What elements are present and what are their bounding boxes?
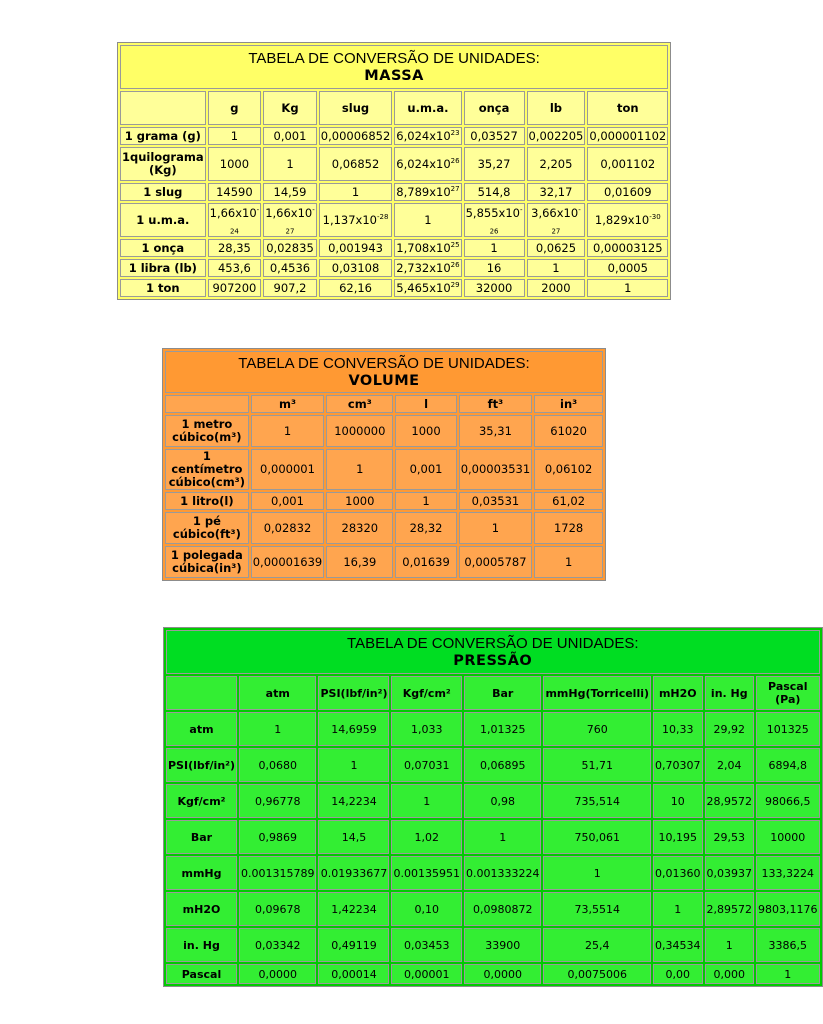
table-cell: 51,71 <box>543 748 651 782</box>
table-cell: 0,03527 <box>464 127 525 145</box>
row-header: Kgf/cm² <box>166 784 237 818</box>
table-cell: 0,0005787 <box>459 546 533 578</box>
table-cell: 16,39 <box>326 546 393 578</box>
volume-title-line2: VOLUME <box>348 372 420 389</box>
pressao-header-row <box>166 676 820 710</box>
table-cell: 0,00003125 <box>587 239 668 257</box>
volume-header-row <box>165 395 603 413</box>
table-cell: 0,0000 <box>464 964 541 984</box>
table-cell: 760 <box>543 712 651 746</box>
table-cell: 1 <box>543 856 651 890</box>
table-cell: 2,89572 <box>705 892 755 926</box>
table-cell: 16 <box>464 259 525 277</box>
table-cell: 9803,1176 <box>756 892 820 926</box>
row-header: 1 ton <box>120 279 206 297</box>
table-cell: 28,35 <box>208 239 262 257</box>
table-cell: 907200 <box>208 279 262 297</box>
table-cell: 1,033 <box>391 712 461 746</box>
table-row <box>120 279 668 297</box>
table-cell: 1 <box>394 203 461 237</box>
table-cell: $6,024x10^{26}$ <box>394 147 461 181</box>
column-header-pascal-pa: Pascal (Pa) <box>756 676 820 710</box>
table-cell: 61,02 <box>534 492 603 510</box>
table-row <box>166 856 820 890</box>
table-cell: 10 <box>653 784 703 818</box>
table-cell: 28,32 <box>395 512 456 544</box>
row-header: 1 litro(l) <box>165 492 249 510</box>
column-header-ton: ton <box>587 91 668 125</box>
column-header-lb: lb <box>527 91 586 125</box>
table-cell: 0,001 <box>395 449 456 490</box>
table-row <box>165 492 603 510</box>
table-row <box>120 127 668 145</box>
table-cell: 14,2234 <box>318 784 389 818</box>
table-cell: 98066,5 <box>756 784 820 818</box>
row-header: 1 u.m.a. <box>120 203 206 237</box>
table-cell: 0,03453 <box>391 928 461 962</box>
table-cell: 2,04 <box>705 748 755 782</box>
table-cell: 735,514 <box>543 784 651 818</box>
row-header: 1 pé cúbico(ft³) <box>165 512 249 544</box>
table-cell: 133,3224 <box>756 856 820 890</box>
table-cell: 1000 <box>395 415 456 447</box>
table-cell: 14,6959 <box>318 712 389 746</box>
row-header: 1 onça <box>120 239 206 257</box>
column-header-kg: Kg <box>263 91 317 125</box>
table-cell: 29,92 <box>705 712 755 746</box>
table-cell: 0,10 <box>391 892 461 926</box>
table-cell: 0,09678 <box>239 892 316 926</box>
table-cell: 0,001 <box>263 127 317 145</box>
table-cell: 1,01325 <box>464 712 541 746</box>
table-cell: 453,6 <box>208 259 262 277</box>
table-cell: 35,27 <box>464 147 525 181</box>
volume-conversion-table <box>162 348 606 581</box>
table-cell: 0,01360 <box>653 856 703 890</box>
table-cell: 1 <box>527 259 586 277</box>
column-header-blank <box>165 395 249 413</box>
table-cell: 3,66x10- $_{27}$ <box>527 203 586 237</box>
column-header-in: in³ <box>534 395 603 413</box>
table-row <box>166 964 820 984</box>
table-cell: 61020 <box>534 415 603 447</box>
pressure-table-title <box>166 630 820 674</box>
table-row <box>120 203 668 237</box>
column-header-atm: atm <box>239 676 316 710</box>
table-cell: 35,31 <box>459 415 533 447</box>
column-header-kgf-cm: Kgf/cm² <box>391 676 461 710</box>
table-cell: 0,001102 <box>587 147 668 181</box>
row-header: Pascal <box>166 964 237 984</box>
table-cell: 0,0680 <box>239 748 316 782</box>
table-cell: 0,96778 <box>239 784 316 818</box>
table-row <box>166 892 820 926</box>
column-header-onca: onça <box>464 91 525 125</box>
table-row <box>166 820 820 854</box>
row-header: mmHg <box>166 856 237 890</box>
massa-header-row <box>120 91 668 125</box>
table-cell: 1728 <box>534 512 603 544</box>
column-header-mh2o: mH2O <box>653 676 703 710</box>
row-header: atm <box>166 712 237 746</box>
table-row <box>120 259 668 277</box>
table-cell: 14,5 <box>318 820 389 854</box>
row-header: 1 slug <box>120 183 206 201</box>
table-cell: 0,0625 <box>527 239 586 257</box>
table-cell: 0,4536 <box>263 259 317 277</box>
table-cell: 0,000001102 <box>587 127 668 145</box>
column-header-blank <box>166 676 237 710</box>
table-row <box>166 784 820 818</box>
table-cell: 0,03531 <box>459 492 533 510</box>
mass-table-title <box>120 45 668 89</box>
table-cell: 0,06895 <box>464 748 541 782</box>
table-cell: 1 <box>756 964 820 984</box>
table-cell: 1 <box>319 183 393 201</box>
table-cell: 10,195 <box>653 820 703 854</box>
column-header-l: l <box>395 395 456 413</box>
table-cell: 3386,5 <box>756 928 820 962</box>
column-header-cm: cm³ <box>326 395 393 413</box>
table-cell: 1,42234 <box>318 892 389 926</box>
table-cell: 1 <box>464 820 541 854</box>
table-row <box>166 712 820 746</box>
table-cell: 0,01609 <box>587 183 668 201</box>
table-cell: 1,66x10- $_{24}$ <box>208 203 262 237</box>
table-cell: 32,17 <box>527 183 586 201</box>
table-cell: 33900 <box>464 928 541 962</box>
table-cell: 2,205 <box>527 147 586 181</box>
table-cell: 62,16 <box>319 279 393 297</box>
table-row <box>165 512 603 544</box>
column-header-u-m-a: u.m.a. <box>394 91 461 125</box>
mass-title-line2: MASSA <box>364 67 424 84</box>
table-cell: 1000000 <box>326 415 393 447</box>
table-cell: 0,00006852 <box>319 127 393 145</box>
table-cell: 0,07031 <box>391 748 461 782</box>
table-cell: 0,03342 <box>239 928 316 962</box>
row-header: 1 grama (g) <box>120 127 206 145</box>
volume-table-title <box>165 351 603 393</box>
pressure-title-line1: TABELA DE CONVERSÃO DE UNIDADES: <box>347 634 639 652</box>
table-cell: 1 <box>208 127 262 145</box>
table-cell: 28320 <box>326 512 393 544</box>
table-cell: 0,49119 <box>318 928 389 962</box>
table-cell: 14,59 <box>263 183 317 201</box>
table-cell: 0,0005 <box>587 259 668 277</box>
table-cell: 1,02 <box>391 820 461 854</box>
table-row <box>120 147 668 181</box>
table-row <box>166 748 820 782</box>
table-row <box>166 928 820 962</box>
table-cell: 0,03108 <box>319 259 393 277</box>
table-cell: 1 <box>587 279 668 297</box>
table-cell: 1 <box>239 712 316 746</box>
table-cell: 0.00135951 <box>391 856 461 890</box>
table-cell: 0,000001 <box>251 449 325 490</box>
table-row <box>165 449 603 490</box>
column-header-in-hg: in. Hg <box>705 676 755 710</box>
table-cell: $1,137x10^{-28}$ <box>319 203 393 237</box>
table-cell: 0,00 <box>653 964 703 984</box>
table-cell: 0,00014 <box>318 964 389 984</box>
row-header: 1 metro cúbico(m³) <box>165 415 249 447</box>
table-row <box>165 546 603 578</box>
table-cell: 1 <box>653 892 703 926</box>
table-cell: 1 <box>534 546 603 578</box>
row-header: 1 libra (lb) <box>120 259 206 277</box>
table-row <box>165 415 603 447</box>
table-cell: 0,70307 <box>653 748 703 782</box>
table-cell: 0,03937 <box>705 856 755 890</box>
column-header-psi-lbf-in: PSI(lbf/in²) <box>318 676 389 710</box>
row-header: mH2O <box>166 892 237 926</box>
table-row <box>120 183 668 201</box>
table-cell: 2000 <box>527 279 586 297</box>
table-cell: $5,465x10^{29}$ <box>394 279 461 297</box>
table-cell: 0,06852 <box>319 147 393 181</box>
table-cell: 6894,8 <box>756 748 820 782</box>
table-cell: 1 <box>251 415 325 447</box>
table-cell: 1000 <box>326 492 393 510</box>
table-cell: 0,02835 <box>263 239 317 257</box>
column-header-slug: slug <box>319 91 393 125</box>
table-cell: 1000 <box>208 147 262 181</box>
table-cell: 0,06102 <box>534 449 603 490</box>
mass-conversion-table <box>117 42 671 300</box>
table-cell: 0,001 <box>251 492 325 510</box>
table-cell: 0,02832 <box>251 512 325 544</box>
table-cell: 514,8 <box>464 183 525 201</box>
row-header: in. Hg <box>166 928 237 962</box>
table-cell: 32000 <box>464 279 525 297</box>
row-header: 1 centímetro cúbico(cm³) <box>165 449 249 490</box>
table-cell: 25,4 <box>543 928 651 962</box>
pressure-title-line2: PRESSÃO <box>453 652 533 669</box>
table-cell: 0.01933677 <box>318 856 389 890</box>
column-header-g: g <box>208 91 262 125</box>
column-header-blank <box>120 91 206 125</box>
table-cell: 0.001333224 <box>464 856 541 890</box>
table-cell: 0,00001 <box>391 964 461 984</box>
row-header: PSI(lbf/in²) <box>166 748 237 782</box>
table-cell: 0,002205 <box>527 127 586 145</box>
table-cell: 750,061 <box>543 820 651 854</box>
table-cell: 73,5514 <box>543 892 651 926</box>
table-cell: 0,0000 <box>239 964 316 984</box>
column-header-mmhg-torricelli: mmHg(Torricelli) <box>543 676 651 710</box>
table-cell: 1 <box>705 928 755 962</box>
table-cell: $8,789x10^{27}$ <box>394 183 461 201</box>
table-cell: 1 <box>391 784 461 818</box>
table-cell: 907,2 <box>263 279 317 297</box>
table-cell: 10000 <box>756 820 820 854</box>
table-cell: $2,732x10^{26}$ <box>394 259 461 277</box>
row-header: Bar <box>166 820 237 854</box>
volume-title-line1: TABELA DE CONVERSÃO DE UNIDADES: <box>238 354 530 372</box>
table-row <box>120 239 668 257</box>
table-cell: 1,66x10- $_{27}$ <box>263 203 317 237</box>
table-cell: 0,00003531 <box>459 449 533 490</box>
mass-title-line1: TABELA DE CONVERSÃO DE UNIDADES: <box>248 49 540 67</box>
pressure-conversion-table <box>163 627 823 987</box>
table-cell: 0,34534 <box>653 928 703 962</box>
row-header: 1quilograma (Kg) <box>120 147 206 181</box>
table-cell: 0,0075006 <box>543 964 651 984</box>
table-cell: $6,024x10^{23}$ <box>394 127 461 145</box>
row-header: 1 polegada cúbica(in³) <box>165 546 249 578</box>
table-cell: 0,0980872 <box>464 892 541 926</box>
table-cell: 28,9572 <box>705 784 755 818</box>
table-cell: 0,01639 <box>395 546 456 578</box>
table-cell: 0.001315789 <box>239 856 316 890</box>
table-cell: 1 <box>459 512 533 544</box>
table-cell: 1 <box>395 492 456 510</box>
table-cell: 0,001943 <box>319 239 393 257</box>
table-cell: 1 <box>464 239 525 257</box>
table-cell: 0,00001639 <box>251 546 325 578</box>
table-cell: 14590 <box>208 183 262 201</box>
table-cell: 1 <box>318 748 389 782</box>
table-cell: 0,9869 <box>239 820 316 854</box>
table-cell: 0,98 <box>464 784 541 818</box>
table-cell: 1 <box>263 147 317 181</box>
table-cell: $1,829x10^{-30}$ <box>587 203 668 237</box>
table-cell: 0,000 <box>705 964 755 984</box>
table-cell: 29,53 <box>705 820 755 854</box>
table-cell: 1 <box>326 449 393 490</box>
column-header-bar: Bar <box>464 676 541 710</box>
column-header-ft: ft³ <box>459 395 533 413</box>
column-header-m: m³ <box>251 395 325 413</box>
table-cell: $1,708x10^{25}$ <box>394 239 461 257</box>
table-cell: 10,33 <box>653 712 703 746</box>
table-cell: 101325 <box>756 712 820 746</box>
table-cell: 5,855x10- $_{26}$ <box>464 203 525 237</box>
